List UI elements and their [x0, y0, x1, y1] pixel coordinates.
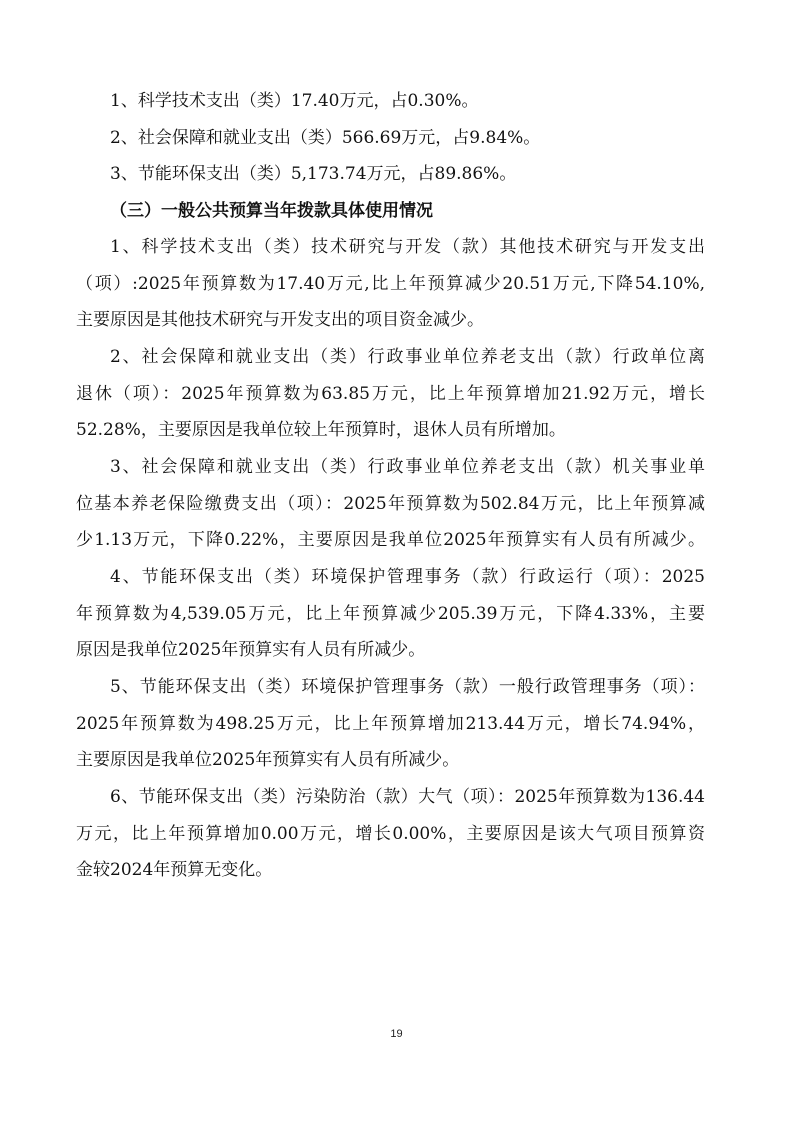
paragraph-2-line-2: 退休（项）：2025年预算数为63.85万元，比上年预算增加21.92万元，增长 [76, 384, 705, 404]
paragraph-1-line-1: 1、科学技术支出（类）技术研究与开发（款）其他技术研究与开发支出 [110, 237, 705, 257]
paragraph-2-line-1: 2、社会保障和就业支出（类）行政事业单位养老支出（款）行政单位离 [110, 347, 705, 367]
paragraph-6-line-2: 万元，比上年预算增加0.00万元，增长0.00%，主要原因是该大气项目预算资 [76, 824, 705, 844]
paragraph-5-line-3: 主要原因是我单位2025年预算实有人员有所减少。 [76, 750, 460, 770]
paragraph-5-line-2: 2025年预算数为498.25万元，比上年预算增加213.44万元，增长74.94%， [76, 714, 705, 734]
paragraph-3-line-3: 少1.13万元，下降0.22%，主要原因是我单位2025年预算实有人员有所减少。 [76, 530, 705, 550]
paragraph-1-line-3: 主要原因是其他技术研究与开发支出的项目资金减少。 [76, 310, 484, 330]
section-heading: （三）一般公共预算当年拨款具体使用情况 [110, 201, 433, 221]
summary-item-social-security: 2、社会保障和就业支出（类）566.69万元，占9.84%。 [110, 128, 541, 148]
summary-item-science: 1、科学技术支出（类）17.40万元，占0.30%。 [110, 91, 479, 111]
summary-item-environment: 3、节能环保支出（类）5,173.74万元，占89.86%。 [110, 164, 517, 184]
paragraph-5-line-1: 5、节能环保支出（类）环境保护管理事务（款）一般行政管理事务（项）： [110, 677, 705, 697]
page-number: 19 [390, 1028, 403, 1040]
paragraph-4-line-3: 原因是我单位2025年预算实有人员有所减少。 [76, 640, 426, 660]
paragraph-6-line-3: 金较2024年预算无变化。 [76, 860, 273, 880]
paragraph-2-line-3: 52.28%，主要原因是我单位较上年预算时，退休人员有所增加。 [76, 420, 566, 440]
paragraph-3-line-2: 位基本养老保险缴费支出（项）：2025年预算数为502.84万元，比上年预算减 [76, 494, 705, 514]
paragraph-3-line-1: 3、社会保障和就业支出（类）行政事业单位养老支出（款）机关事业单 [110, 457, 705, 477]
paragraph-4-line-1: 4、节能环保支出（类）环境保护管理事务（款）行政运行（项）：2025 [110, 567, 705, 587]
paragraph-1-line-2: （项）:2025年预算数为17.40万元,比上年预算减少20.51万元,下降54.10%, [76, 274, 705, 294]
paragraph-4-line-2: 年预算数为4,539.05万元，比上年预算减少205.39万元，下降4.33%，主要 [76, 604, 705, 624]
paragraph-6-line-1: 6、节能环保支出（类）污染防治（款）大气（项）：2025年预算数为136.44 [110, 787, 705, 807]
